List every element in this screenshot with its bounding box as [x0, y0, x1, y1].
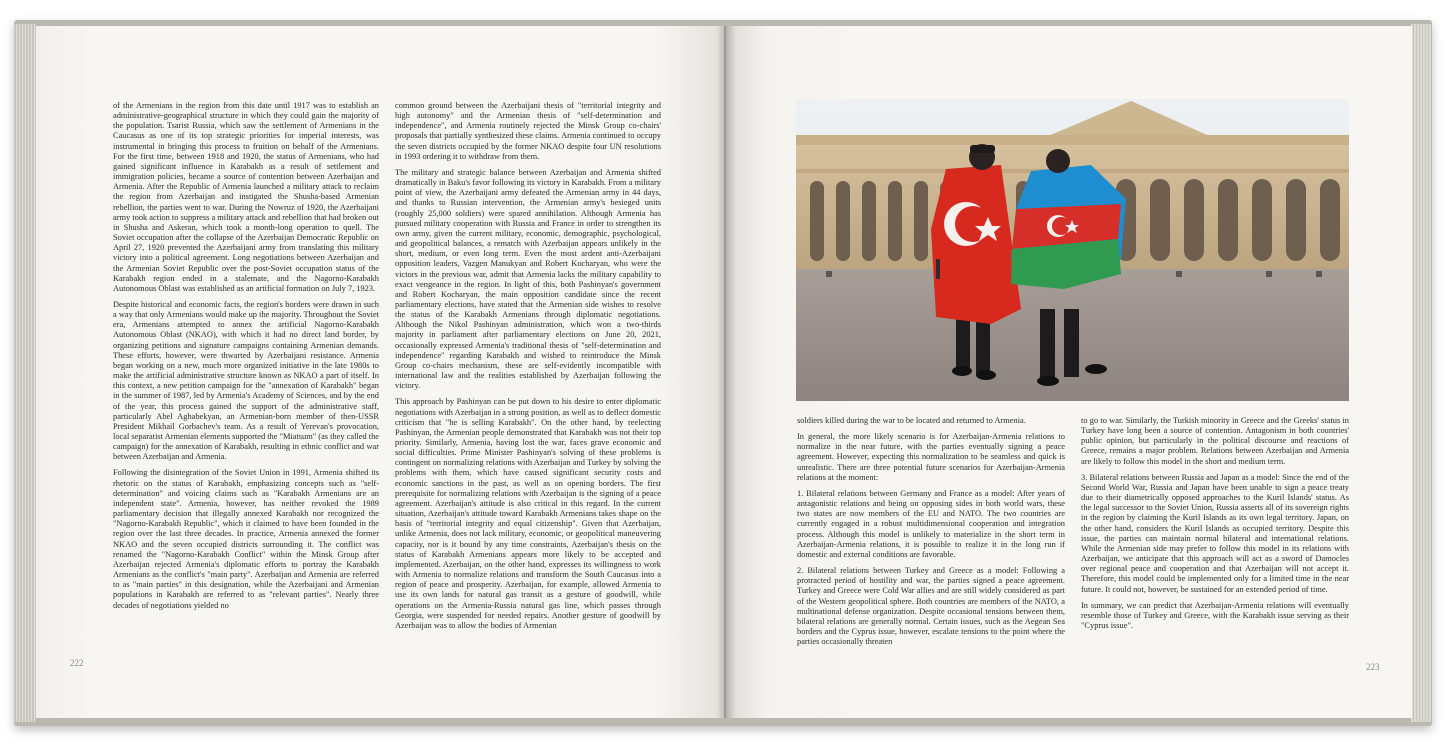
paragraph: The military and strategic balance between Azerbaijan and Armenia shifted dramatically in Baku's favor following its victory in Karabakh. From a military point of view, the Azerbaijani army defeated the Armenian army in 44 days, and thanks to Russian intervention, the Armenian army's besieged units (roughly 25,000 soldiers) were spared annihilation. Although Armenia has pursued military cooperation with Russia and France in order to strengthen its own army, given the current military, economic, demographic, psychological, and geopolitical balances, a rematch with Azerbaijan appears unlikely in the short, medium, or even long term. Even the most ardent anti-Azerbaijani opposition leaders, Vazgen Manukyan and Robert Kocharyan, who were the victors in the previous war, admit that Armenia lacks the military capability to exact vengeance in the region. In light of this, both Pashinyan's government and Robert Kocharyan, the main opposition candidate since the recent parliamentary elections, have stated that the Armenian side wishes to resolve the status of the Karabakh Armenians through diplomatic negotiations. Although the Nikol Pashinyan administration, which won a two-thirds majority in parliament after parliamentary elections on June 20, 2021, occasionally expressed Armenia's traditional thesis of "self-determination and independence" regarding Karabakh and wished to reintroduce the Minsk Group co-chairs mechanism, these are self-evidently incompatible with international law and the realities established by Azerbaijan following the victory.: [395, 167, 661, 391]
paragraph: soldiers killed during the war to be located and returned to Armenia.: [797, 416, 1026, 425]
right-page-column-2: [1081, 416, 1349, 672]
left-page-column-2: [395, 101, 661, 671]
right-page-number: 223: [1366, 662, 1380, 672]
left-page-number: 222: [70, 658, 84, 668]
paragraph: of the Armenians in the region from this date until 1917 was to establish an administrative-geographical structure in which they could gain the majority of the population. Tsarist Russia, which saw the settlement of Armenians in the Caucasus as one of its top strategic priorities for imperial interests, was instrumental in bringing this process to fruition on behalf of the Armenians. For the first time, between 1918 and 1920, the status of Armenians, who had gained significant influence in Karabakh as a result of settlement and immigration policies, became a source of contention between Azerbaijan and Armenia. After the Republic of Armenia launched a military attack to reclaim the region from Azerbaijan and instigated the Shusha-based Armenian rebellion, the parties went to war. During the Nowruz of 1920, the Azerbaijani army took action to suppress a military attack and rebellion that had broken out in Shusha and Askeran, which took a month-long operation to quell. The Soviet occupation after the collapse of the Azerbaijan Democratic Republic on April 27, 1920 prevented the Azerbaijani army from translating this military victory into a political agreement. Long negotiations between Azerbaijan and the Armenian Soviet Republic over the post-Soviet occupation status of the Karabakh region ended in a stalemate, and the Nagorno-Karabakh Autonomous Oblast was established as an artificial formation on July 7, 1923.: [113, 101, 379, 293]
paragraph: In general, the more likely scenario is for Azerbaijan-Armenia relations to normalize in the near future, with the parties eventually signing a peace agreement. However, expecting this normalization to be seamless and quick is unrealistic. There are three potential future scenarios for Azerbaijan-Armenia relations at the moment:: [797, 432, 1065, 482]
paragraph: to go to war. Similarly, the Turkish minority in Greece and the Greeks' status in Turkey have long been a source of contention. Antagonism in both countries' public opinion, but particularly in the political discourse and reactions of Greece, remains a major problem. Relations between Azerbaijan and Armenia are likely to follow this model in the short and medium term.: [1081, 416, 1349, 466]
paragraph: 1. Bilateral relations between Germany and France as a model: After years of antagonistic relations and being on opposing sides in both world wars, these two states are now members of the EU and NATO. The two countries are currently engaged in a robust multidimensional cooperation and integration process. Although this model is unlikely to materialize in the short term in Azerbaijan-Armenia relations, it is possible to realize it in the long run if domestic and external conditions are favorable.: [797, 488, 1065, 559]
paragraph: Despite historical and economic facts, the region's borders were drawn in such a way that only Armenians would make up the majority. Throughout the Soviet era, Armenians attempted to annex the artificial Nagorno-Karabakh Autonomous Oblast (NKAO), with which it had no direct land border, by organizing petitions and signature campaigns containing Armenian demands. These efforts, however, were thwarted by Azerbaijani resistance. Armenia began working on a new, much more organized initiative in the late 1980s to make the artificial administrative structure known as NKAO a part of itself. In this context, a new petition campaign for the "annexation of Karabakh" began in the summer of 1987, led by Armenia's Academy of Sciences, and by the end of the year, this process gained the support of the administrative staff, particularly Abel Aghabekyan, an Armenian-born member of then-USSR President Mikhail Gorbachev's team. As a result of Yerevan's provocation, local separatist Armenian elements supported the "Miatsum" (as they called the campaign) for the annexation of Karabakh, resulting in ethnic conflict and war between Azerbaijan and Armenia.: [113, 299, 379, 462]
paragraph: 2. Bilateral relations between Turkey and Greece as a model: Following a protracted period of hostility and war, the parties signed a peace agreement. Turkey and Greece were Cold War allies and are still widely considered as part of the Western geopolitical sphere. Both countries are members of the NATO, a multinational defense organization. Despite occasional tensions between them, bilateral relations are generally normal. Certain issues, such as the Aegean Sea borders and the Cyprus issue, however, escalate tensions to the point where the parties occasionally threaten: [797, 566, 1065, 647]
book-gutter: [716, 26, 736, 718]
left-page-column-1: [113, 101, 379, 671]
page-edges-right: [1411, 24, 1431, 722]
paragraph: common ground between the Azerbaijani thesis of "territorial integrity and high autonomy" and the Armenian thesis of "self-determination and independence", and Armenia routinely rejected the Minsk Group co-chairs' proposals that partially synthesized these claims. Armenia continued to occupy the seven districts occupied by the former NKAO despite four UN resolutions in 1993 ordering it to withdraw from them.: [395, 101, 661, 161]
paragraph: Following the disintegration of the Soviet Union in 1991, Armenia shifted its rhetoric on the status of Karabakh, emphasizing concepts such as "self-determination" and voicing claims such as "Karabakh Armenians are an independent state". Armenia, however, has neither revoked the 1989 parliamentary decision that illegally annexed Karabakh nor recognized the "Nagorno-Karabakh Republic", which it claimed to have been founded in the region over the last three decades. In practice, Armenia annexed the former NKAO and the seven occupied districts surrounding it. The conflict was renamed the "Nagorno-Karabakh Conflict" within the Minsk Group after Azerbaijan rejected Armenia's diplomatic efforts to portray the Karabakh Armenians as the conflict's "main party". Azerbaijan and Armenia are referred to as "main parties" in this designation, while the Azerbaijani and Armenian populations in Karabakh are referred to as "relevant parties". Nearly three decades of negotiations yielded no: [113, 468, 379, 610]
paragraph: In summary, we can predict that Azerbaijan-Armenia relations will eventually resemble those of Turkey and Greece, with the Karabakh issue serving as their "Cyprus issue".: [1081, 600, 1349, 630]
paragraph: 3. Bilateral relations between Russia and Japan as a model: Since the end of the Second World War, Russia and Japan have been unable to sign a peace treaty due to their diametrically opposed approaches to the Kuril Islands' status. As the legal successor to the Soviet Union, Russia asserts all of its sovereign rights in the region by claiming the Kuril Islands as its own legal territory. Japan, on the other hand, considers the Kuril Islands as occupied territory. Despite this issue, the parties can maintain normal bilateral and international relations. While the Armenian side may prefer to follow this model in its relations with Azerbaijan, we anticipate that this approach will act as a sword of Damocles over regional peace and cooperation and that Azerbaijan will not accept it. Therefore, this model could be implemented only for a limited time in the near future. It could not, however, be sustained for an extended period of time.: [1081, 472, 1349, 594]
page-edges-left: [14, 24, 36, 722]
right-page-column-1: [797, 416, 1065, 672]
photo-men-with-flags: [796, 99, 1349, 401]
paragraph: This approach by Pashinyan can be put down to his desire to enter diplomatic negotiations with Azerbaijan in a strong position, as well as to deflect domestic criticism that "he is selling Karabakh". On the other hand, by reelecting Pashinyan, the Armenian people demonstrated that Karabakh was not their top priority. Similarly, Armenia, having lost the war, faces grave economic and social difficulties. Prime Minister Pashinyan's solving of these problems is contingent on normalizing relations with Azerbaijan and Turkey by solving the problems with them, which have caused significant security costs and economic sanctions in the past, as well as on opening borders. The first prerequisite for normalizing relations with Azerbaijan is the signing of a peace agreement. Azerbaijan's attitude is also critical in this regard. In the current situation, Azerbaijan's attitude toward Karabakh Armenians takes shape on the basis of "territorial integrity and equal citizenship". Given that Azerbaijan, unlike Armenia, does not lack military, economic, or geopolitical maneuvering capacity, nor is it bound by any time constraints, Azerbaijan's thesis on the status of Karabakh Armenians appears more likely to be accepted and implemented. Azerbaijan, on the other hand, expresses its willingness to work with Armenia to normalize relations and transform the South Caucasus into a region of peace and prosperity. Azerbaijan, for example, allowed Armenia to use its own lands for natural gas transit as a gesture of goodwill, while operations on the Armenia-Russia natural gas line, which passes through Georgia, were suspended for needed repairs. Another gesture of goodwill by Azerbaijan was to allow the bodies of Armenian: [395, 397, 661, 630]
